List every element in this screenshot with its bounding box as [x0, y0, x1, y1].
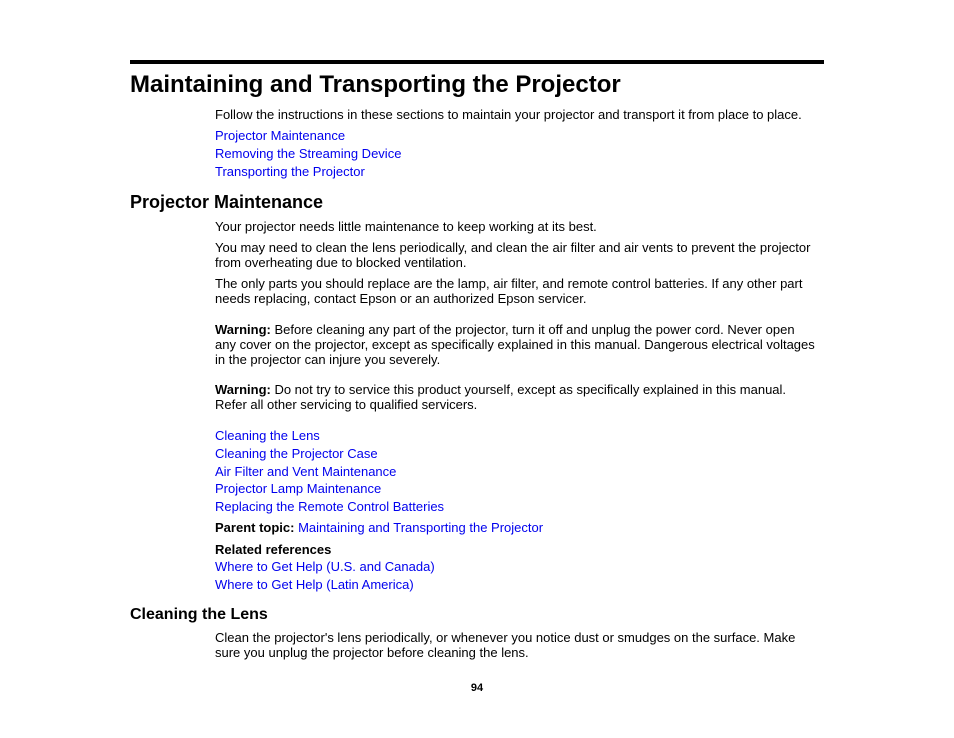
maintenance-para-2-line-2: from overheating due to blocked ventilation. — [215, 255, 467, 270]
parent-topic — [215, 520, 543, 535]
warning-2-line-1 — [215, 382, 786, 397]
warning-1-text: Before cleaning any part of the projector, turn it off and unplug the power cord. Never open — [270, 322, 795, 337]
warning-label: Warning: — [215, 382, 271, 397]
link-cleaning-lens[interactable]: Cleaning the Lens — [215, 428, 320, 443]
warning-2-text: Do not try to service this product yourself, except as specifically explained in this manual. — [270, 382, 787, 397]
link-lamp-maintenance[interactable]: Projector Lamp Maintenance — [215, 481, 382, 496]
link-remote-batteries[interactable]: Replacing the Remote Control Batteries — [215, 499, 445, 514]
section-heading-cleaning-lens: Cleaning the Lens — [130, 606, 268, 623]
link-transporting-projector[interactable]: Transporting the Projector — [215, 164, 365, 179]
top-rule — [130, 60, 824, 64]
link-removing-streaming-device[interactable]: Removing the Streaming Device — [215, 146, 402, 161]
page-title: Maintaining and Transporting the Projector — [130, 71, 621, 98]
link-help-latin-america[interactable]: Where to Get Help (Latin America) — [215, 577, 414, 592]
link-projector-maintenance[interactable]: Projector Maintenance — [215, 128, 346, 143]
link-air-filter-vent[interactable]: Air Filter and Vent Maintenance — [215, 464, 397, 479]
warning-1-line-1 — [215, 322, 795, 337]
warning-1-line-2: any cover on the projector, except as specifically explained in this manual. Dangerous electrical voltages — [215, 337, 815, 352]
lens-para-line-2: sure you unplug the projector before cleaning the lens. — [215, 645, 529, 660]
lens-para-line-1: Clean the projector's lens periodically, or whenever you notice dust or smudges on the surface. Make — [215, 630, 796, 645]
maintenance-para-3-line-1: The only parts you should replace are the lamp, air filter, and remote control batteries. If any other part — [215, 276, 803, 291]
warning-label: Warning: — [215, 322, 271, 337]
maintenance-para-1: Your projector needs little maintenance to keep working at its best. — [215, 219, 597, 234]
intro-text: Follow the instructions in these sections to maintain your projector and transport it from place to place. — [215, 107, 802, 122]
related-references-label: Related references — [215, 542, 332, 557]
section-heading-maintenance: Projector Maintenance — [130, 192, 324, 212]
link-cleaning-projector-case[interactable]: Cleaning the Projector Case — [215, 446, 378, 461]
link-help-us-canada[interactable]: Where to Get Help (U.S. and Canada) — [215, 559, 435, 574]
maintenance-para-2-line-1: You may need to clean the lens periodically, and clean the air filter and air vents to prevent the projector — [215, 240, 811, 255]
parent-topic-label: Parent topic: — [215, 520, 295, 535]
warning-2-line-2: Refer all other servicing to qualified servicers. — [215, 397, 478, 412]
page-number: 94 — [470, 682, 484, 694]
warning-1-line-3: in the projector can injure you severely. — [215, 352, 441, 367]
maintenance-para-3-line-2: needs replacing, contact Epson or an authorized Epson servicer. — [215, 291, 587, 306]
link-parent-topic[interactable]: Maintaining and Transporting the Projector — [298, 520, 544, 535]
